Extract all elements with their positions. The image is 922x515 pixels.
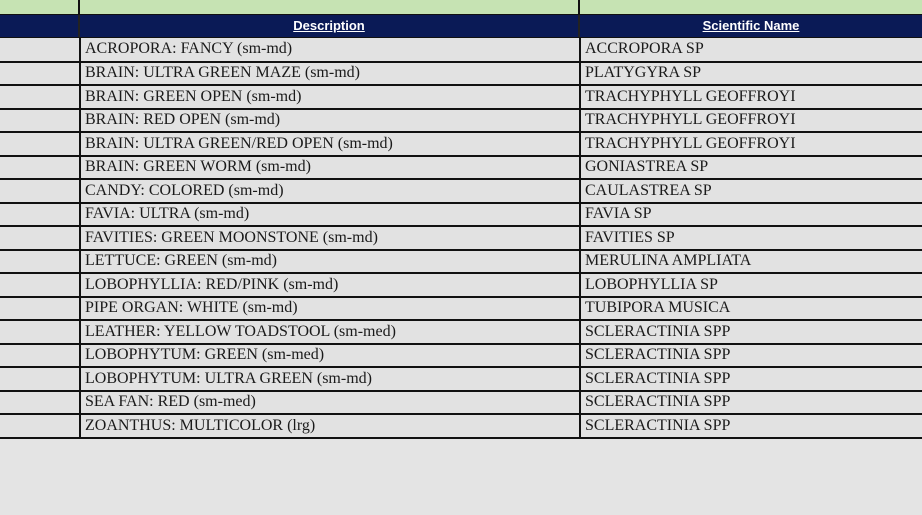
table-row [0, 297, 922, 321]
table-row [0, 85, 922, 109]
scientific-name-cell[interactable]: SCLERACTINIA SPP [580, 320, 922, 344]
scientific-name-cell[interactable]: SCLERACTINIA SPP [580, 391, 922, 415]
row-index-cell[interactable] [0, 250, 80, 274]
top-strip [0, 0, 922, 14]
scientific-name-cell[interactable]: SCLERACTINIA SPP [580, 414, 922, 438]
table-row [0, 250, 922, 274]
row-index-cell[interactable] [0, 273, 80, 297]
top-cell-scientific[interactable] [578, 0, 922, 14]
description-cell[interactable]: BRAIN: ULTRA GREEN MAZE (sm-md) [80, 62, 580, 86]
table-row [0, 203, 922, 227]
scientific-name-cell[interactable]: TUBIPORA MUSICA [580, 297, 922, 321]
description-cell[interactable]: LOBOPHYTUM: ULTRA GREEN (sm-md) [80, 367, 580, 391]
description-cell[interactable]: LOBOPHYLLIA: RED/PINK (sm-md) [80, 273, 580, 297]
table-row [0, 414, 922, 438]
top-cell-description[interactable] [78, 0, 580, 14]
row-index-cell[interactable] [0, 391, 80, 415]
description-cell[interactable]: CANDY: COLORED (sm-md) [80, 179, 580, 203]
species-table [0, 38, 922, 439]
row-index-cell[interactable] [0, 109, 80, 133]
table-row [0, 226, 922, 250]
row-index-cell[interactable] [0, 62, 80, 86]
row-index-cell[interactable] [0, 297, 80, 321]
table-body [0, 38, 922, 438]
description-cell[interactable]: ACROPORA: FANCY (sm-md) [80, 38, 580, 62]
row-index-cell[interactable] [0, 367, 80, 391]
row-index-cell[interactable] [0, 414, 80, 438]
row-index-cell[interactable] [0, 344, 80, 368]
description-cell[interactable]: FAVITIES: GREEN MOONSTONE (sm-md) [80, 226, 580, 250]
table-row [0, 367, 922, 391]
scientific-name-cell[interactable]: TRACHYPHYLL GEOFFROYI [580, 132, 922, 156]
row-index-cell[interactable] [0, 156, 80, 180]
description-cell[interactable]: BRAIN: ULTRA GREEN/RED OPEN (sm-md) [80, 132, 580, 156]
scientific-name-cell[interactable]: TRACHYPHYLL GEOFFROYI [580, 109, 922, 133]
description-cell[interactable]: LETTUCE: GREEN (sm-md) [80, 250, 580, 274]
table-row [0, 391, 922, 415]
table-row [0, 132, 922, 156]
scientific-name-cell[interactable]: FAVITIES SP [580, 226, 922, 250]
table-row [0, 320, 922, 344]
row-index-cell[interactable] [0, 203, 80, 227]
scientific-name-cell[interactable]: SCLERACTINIA SPP [580, 367, 922, 391]
header-description[interactable]: Description [293, 18, 365, 33]
table-row [0, 156, 922, 180]
scientific-name-cell[interactable]: CAULASTREA SP [580, 179, 922, 203]
scientific-name-cell[interactable]: FAVIA SP [580, 203, 922, 227]
table-row [0, 62, 922, 86]
description-cell[interactable]: SEA FAN: RED (sm-med) [80, 391, 580, 415]
scientific-name-cell[interactable]: GONIASTREA SP [580, 156, 922, 180]
table-row [0, 273, 922, 297]
row-index-cell[interactable] [0, 132, 80, 156]
row-index-cell[interactable] [0, 226, 80, 250]
description-cell[interactable]: ZOANTHUS: MULTICOLOR (lrg) [80, 414, 580, 438]
table-header [0, 14, 922, 37]
description-cell[interactable]: PIPE ORGAN: WHITE (sm-md) [80, 297, 580, 321]
scientific-name-cell[interactable]: SCLERACTINIA SPP [580, 344, 922, 368]
description-cell[interactable]: BRAIN: GREEN WORM (sm-md) [80, 156, 580, 180]
description-cell[interactable]: BRAIN: GREEN OPEN (sm-md) [80, 85, 580, 109]
table-row [0, 344, 922, 368]
table-row [0, 179, 922, 203]
scientific-name-cell[interactable]: ACCROPORA SP [580, 38, 922, 62]
row-index-cell[interactable] [0, 179, 80, 203]
scientific-name-cell[interactable]: MERULINA AMPLIATA [580, 250, 922, 274]
scientific-name-cell[interactable]: TRACHYPHYLL GEOFFROYI [580, 85, 922, 109]
scientific-name-cell[interactable]: PLATYGYRA SP [580, 62, 922, 86]
row-index-cell[interactable] [0, 38, 80, 62]
row-index-cell[interactable] [0, 85, 80, 109]
description-cell[interactable]: LEATHER: YELLOW TOADSTOOL (sm-med) [80, 320, 580, 344]
description-cell[interactable]: LOBOPHYTUM: GREEN (sm-med) [80, 344, 580, 368]
scientific-name-cell[interactable]: LOBOPHYLLIA SP [580, 273, 922, 297]
table-row [0, 38, 922, 62]
table-row [0, 109, 922, 133]
header-scientific-name[interactable]: Scientific Name [702, 18, 800, 33]
description-cell[interactable]: BRAIN: RED OPEN (sm-md) [80, 109, 580, 133]
row-index-cell[interactable] [0, 320, 80, 344]
description-cell[interactable]: FAVIA: ULTRA (sm-md) [80, 203, 580, 227]
